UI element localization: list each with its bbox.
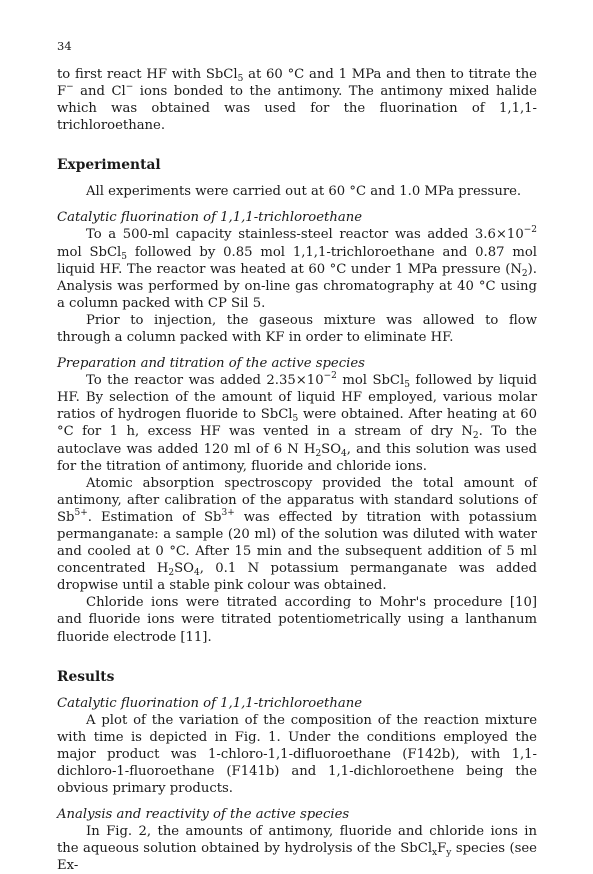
page-body [57,66,537,874]
subsection-heading-catalytic-fluorination: Catalytic fluorination of 1,1,1-trichloroethane [57,210,363,226]
subsection-heading-results-fluorination: Catalytic fluorination of 1,1,1-trichloroethane [57,695,363,711]
body-paragraph: To a 500-ml capacity stainless-steel reactor was added $3.6\times 10^{-2}$ mol SbCl$_5$ followed by 0.85 mol 1,1,1-trichloroethane and 0.87 mol liquid HF. The reactor was heated at 60 °C under 1 MPa pressure $(N_2)$. Analysis was performed by on-line gas chromatography at 40 °C using a column packed with CP Sil 5. [57,225,537,311]
body-paragraph: Chloride ions were titrated according to Mohr's procedure [10] and fluoride ions were titrated potentiometrically using a lanthanum fluoride electrode [11]. [57,595,537,645]
subsection-heading-preparation-titration: Preparation and titration of the active species [57,356,365,372]
subsection-heading-active-species: Analysis and reactivity of the active species [57,807,350,823]
page-number: 34 [57,39,72,53]
body-paragraph: In Fig. 2, the amounts of antimony, fluoride and chloride ions in the aqueous solution obtained by hydrolysis of the $SbCl_xF_y$ species (see Ex- [57,824,537,874]
body-paragraph: Atomic absorption spectroscopy provided the total amount of antimony, after calibration of the apparatus with standard solutions of $Sb^{5+}$. Estimation of $Sb^{3+}$ was effected by titration with potassium permanganate: a sample (20 ml) of the solution was diluted with water and cooled at 0 °C. After 15 min and the subsequent addition of 5 ml concentrated $H_2SO_4$, 0.1 N potassium permanganate was added dropwise until a stable pink colour was obtained. [57,475,537,594]
body-paragraph: A plot of the variation of the composition of the reaction mixture with time is depicted in Fig. 1. Under the conditions employed the major product was 1-chloro-1,1-difluoroethane (F142b), with 1,1-dichloro-1-fluoroethane (F141b) and 1,1-dichloroethene being the obvious primary products. [57,712,537,796]
intro-paragraph: to first react HF with SbCl$_5$ at 60 °C and 1 MPa and then to titrate the F− and Cl− ions bonded to the antimony. The antimony mixed halide which was obtained was used for the fluorination of 1,1,1-trichloroethane. [57,67,537,134]
body-paragraph: Prior to injection, the gaseous mixture was allowed to flow through a column packed with KF in order to eliminate HF. [57,312,537,346]
results-heading: Results [57,668,115,685]
body-paragraph: To the reactor was added $2.35\times 10^{-2}$ mol SbCl$_5$ followed by liquid HF. By selection of the amount of liquid HF employed, various molar ratios of hydrogen fluoride to SbCl$_5$ were obtained. After heating at 60 °C for 1 h, excess HF was vented in a stream of dry $N_2$. To the autoclave was added 120 ml of 6 N $H_2SO_4$, and this solution was used for the titration of antimony, fluoride and chloride ions. [57,371,537,474]
experimental-paragraph: All experiments were carried out at 60 °C and 1.0 MPa pressure. [86,184,522,200]
experimental-heading: Experimental [57,157,161,174]
